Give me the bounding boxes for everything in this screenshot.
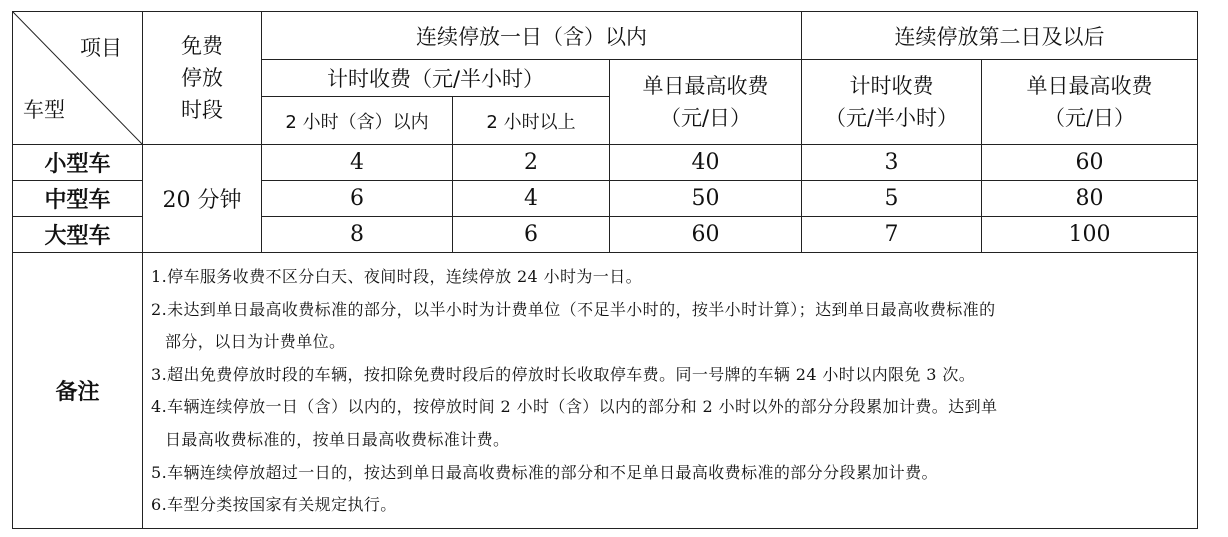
note-line: 3.超出免费停放时段的车辆，按扣除免费时段后的停放时长收取停车费。同一号牌的车辆 24 小时以内限免 3 次。 <box>151 364 976 384</box>
daily-max-day1-cell: 50 <box>610 181 802 217</box>
notes-content <box>143 253 1198 529</box>
hourly-fee-day2-title: 计时收费 <box>849 74 934 98</box>
over-two-hours-cell: 6 <box>453 217 610 253</box>
free-period-line-2: 停放 <box>181 66 223 90</box>
over-two-hours-cell: 4 <box>453 181 610 217</box>
note-line: 1.停车服务收费不区分白天、夜间时段，连续停放 24 小时为一日。 <box>151 267 642 286</box>
daily-max-day1-header <box>610 60 802 145</box>
free-minutes-cell: 20 分钟 <box>143 145 262 253</box>
over-two-hours-header: 2 小时以上 <box>453 97 610 145</box>
daily-max-day2-unit: （元/日） <box>1043 106 1136 130</box>
note-line: 5.车辆连续停放超过一日的，按达到单日最高收费标准的部分和不足单日最高收费标准的部分分段累加计费。 <box>151 462 938 482</box>
within-two-hours-cell: 4 <box>262 145 453 181</box>
vehicle-type-label: 车型 <box>23 98 65 122</box>
free-period-line-1: 免费 <box>181 34 223 58</box>
daily-max-day1-title: 单日最高收费 <box>642 74 769 98</box>
over-two-hours-cell: 2 <box>453 145 610 181</box>
hourly-fee-day2-cell: 5 <box>802 181 982 217</box>
daily-max-day1-cell: 40 <box>610 145 802 181</box>
note-line: 部分，以日为计费单位。 <box>165 332 346 352</box>
within-two-hours-header: 2 小时（含）以内 <box>262 97 453 145</box>
notes-label: 备注 <box>13 253 143 529</box>
hourly-fee-day2-header <box>802 60 982 145</box>
hourly-fee-day2-cell: 3 <box>802 145 982 181</box>
diagonal-line <box>13 12 142 144</box>
day-one-group-header: 连续停放一日（含）以内 <box>262 12 802 60</box>
daily-max-day1-unit: （元/日） <box>659 106 752 130</box>
notes-row <box>13 253 1198 529</box>
vehicle-type-cell: 小型车 <box>13 145 143 181</box>
diagonal-header-cell <box>13 12 143 145</box>
hourly-fee-day2-cell: 7 <box>802 217 982 253</box>
daily-max-day1-cell: 60 <box>610 217 802 253</box>
day-two-group-header: 连续停放第二日及以后 <box>802 12 1198 60</box>
daily-max-day2-header <box>982 60 1198 145</box>
vehicle-type-cell: 大型车 <box>13 217 143 253</box>
within-two-hours-cell: 8 <box>262 217 453 253</box>
note-line: 6.车型分类按国家有关规定执行。 <box>151 495 397 515</box>
daily-max-day2-title: 单日最高收费 <box>1026 74 1153 98</box>
hourly-fee-group-header: 计时收费（元/半小时） <box>262 60 610 97</box>
within-two-hours-cell: 6 <box>262 181 453 217</box>
table-row <box>13 145 1198 181</box>
vehicle-type-cell: 中型车 <box>13 181 143 217</box>
parking-fee-table <box>12 11 1198 529</box>
daily-max-day2-cell: 80 <box>982 181 1198 217</box>
free-period-line-3: 时段 <box>181 98 223 122</box>
hourly-fee-day2-unit: （元/半小时） <box>824 106 959 130</box>
note-line: 日最高收费标准的，按单日最高收费标准计费。 <box>165 429 510 449</box>
note-line: 4.车辆连续停放一日（含）以内的，按停放时间 2 小时（含）以内的部分和 2 小时以外的部分分段累加计费。达到单 <box>151 397 998 417</box>
daily-max-day2-cell: 60 <box>982 145 1198 181</box>
daily-max-day2-cell: 100 <box>982 217 1198 253</box>
item-label: 项目 <box>80 36 122 60</box>
note-line: 2.未达到单日最高收费标准的部分，以半小时为计费单位（不足半小时的，按半小时计算）；达到单日最高收费标准的 <box>151 299 996 319</box>
free-period-header <box>143 12 262 145</box>
